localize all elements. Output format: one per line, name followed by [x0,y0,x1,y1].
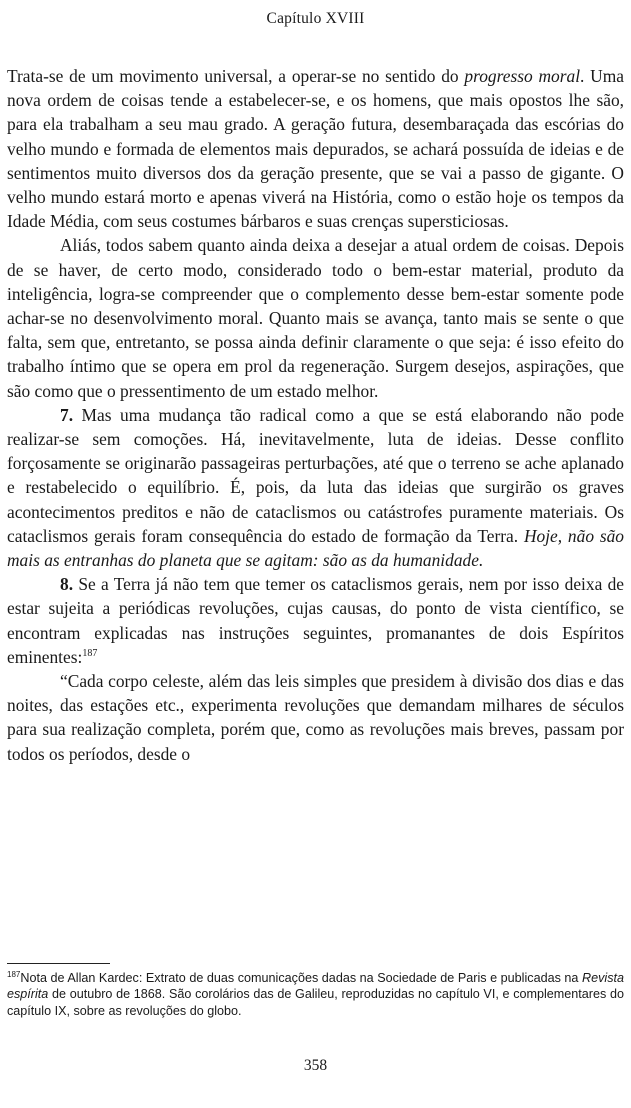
footnote-number: 187 [7,970,21,979]
paragraph-3 [7,403,624,572]
section-number-7: 7. [60,404,74,425]
footnote-reference[interactable]: 187 [82,647,98,659]
paragraph-5: “Cada corpo celeste, além das leis simples que presidem à divisão dos dias e das noites, das estações etc., experimenta revoluções que demandam milhares de séculos para sua realização completa, porém que, como as revoluções mais breves, passam por todos os períodos, desde o [7,671,624,764]
paragraph-1 [7,64,624,233]
paragraph-3-text: Mas uma mudança tão radical como a que se está elaborando não pode realizar-se sem comoções. Há, inevitavelmente, luta de ideias. Desse conflito forçosamente se originarão passageiras perturbações, até que o terreno se ache aplanado e restabelecido o equilíbrio. É, pois, da luta das ideias que surgirão os graves acontecimentos preditos e não de cataclismos ou catástrofes puramente materiais. Os cataclismos gerais foram consequência do estado de formação da Terra. [7,404,624,546]
paragraph-2: Aliás, todos sabem quanto ainda deixa a desejar a atual ordem de coisas. Depois de se haver, de certo modo, considerado todo o bem-estar material, produto da inteligência, logra-se compreender que o complemento desse bem-estar somente pode achar-se no desenvolvimento moral. Quanto mais se avança, tanto mais se sente o que falta, sem que, entretanto, se possa ainda definir claramente o que seja: é isso efeito do trabalho íntimo que se opera em prol da regeneração. Surgem desejos, aspirações, que são como que o pressentimento de um estado melhor. [7,235,624,401]
footnote-separator [7,963,110,964]
paragraph-4-text: Se a Terra já não tem que temer os cataclismos gerais, nem por isso deixa de estar sujeita a periódicas revoluções, cujas causas, do ponto de vista científico, se encontram explicadas nas instruções seguintes, promanantes de dois Espíritos eminentes: [7,574,624,667]
paragraph-4 [7,572,624,669]
paragraph-1-emphasis: progresso moral [464,66,581,86]
footnote [7,970,624,1019]
footnote-emphasis: Revista espírita [7,971,624,1002]
paragraph-1-text-b: . Uma nova ordem de coisas tende a estabelecer-se, e os homens, que mais opostos lhe são, para ela trabalham a seu mau grado. A geração futura, desembaraçada das escórias do velho mundo e formada de elementos mais depurados, se achará possuída de ideias e de sentimentos muito diversos dos da geração presente, que se vai a passo de gigante. O velho mundo estará morto e apenas viverá na História, como o estão hoje os tempos da Idade Média, com seus costumes bárbaros e suas crenças supersticiosas. [7,66,624,232]
section-number-8: 8. [60,574,74,595]
footnote-text-a: Nota de Allan Kardec: Extrato de duas comunicações dadas na Sociedade de Paris e publicadas na [20,971,582,985]
page-number: 358 [303,1057,328,1074]
body-text [7,64,624,766]
paragraph-3-emphasis: Hoje, não são mais as entranhas do planeta que se agitam: são as da humanidade. [7,525,624,571]
paragraph-1-text-a: Trata-se de um movimento universal, a operar-se no sentido do [7,66,465,86]
running-header: Capítulo XVIII [266,10,365,27]
footnote-text-b: de outubro de 1868. São corolários das de Galileu, reproduzidas no capítulo VI, e complementares do capítulo IX, sobre as revoluções do globo. [7,987,624,1018]
